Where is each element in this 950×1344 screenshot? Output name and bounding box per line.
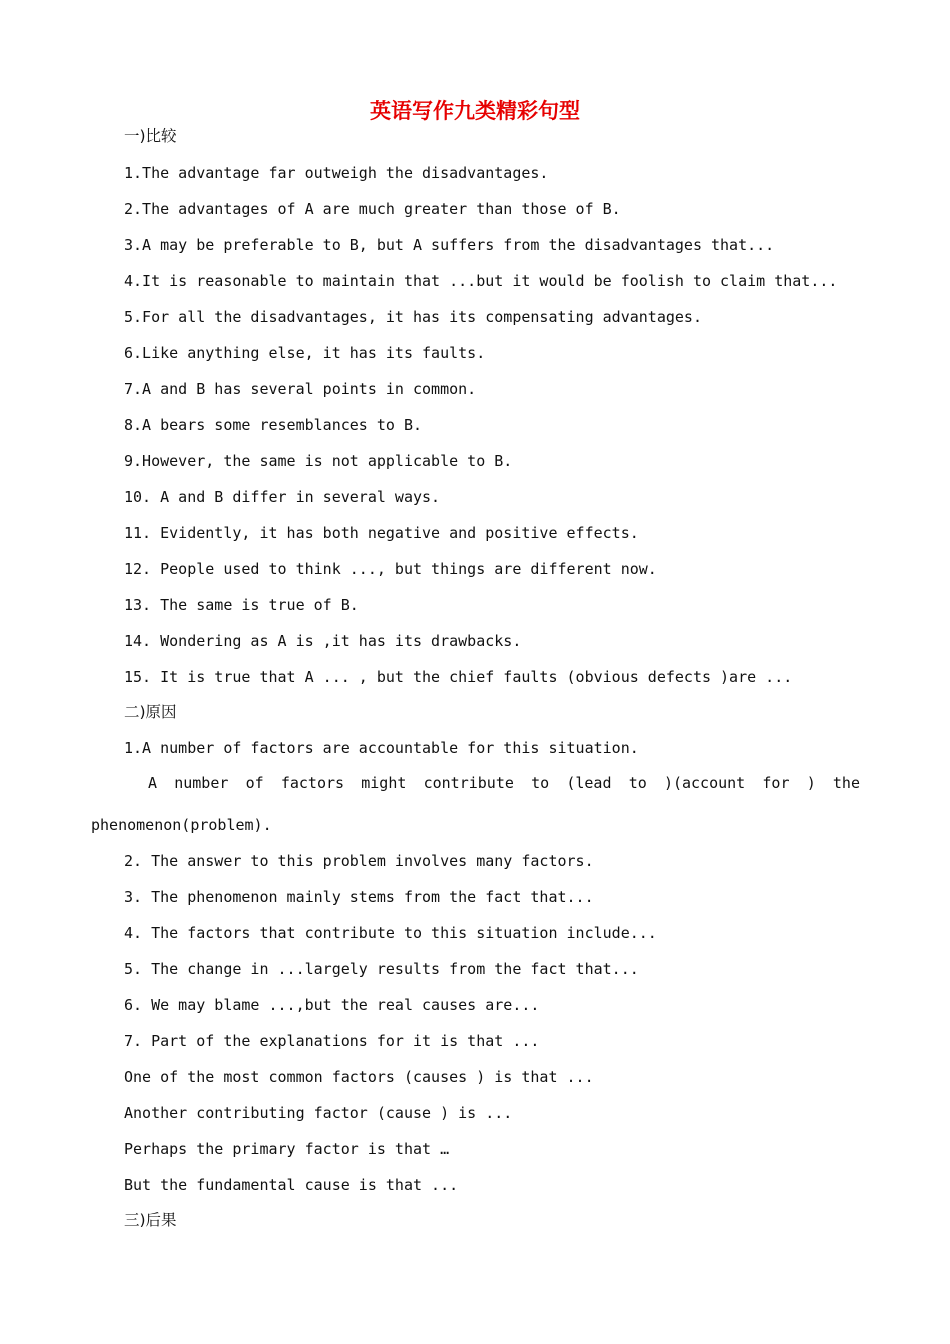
list-item: 9.However, the same is not applicable to B. <box>124 452 513 470</box>
list-item: 1.The advantage far outweigh the disadvantages. <box>124 164 549 182</box>
document-title: 英语写作九类精彩句型 <box>370 98 580 123</box>
list-item: But the fundamental cause is that ... <box>124 1176 459 1194</box>
word: the <box>832 774 860 792</box>
list-item: 4.It is reasonable to maintain that ...but it would be foolish to claim that... <box>124 272 838 290</box>
list-item: 1.A number of factors are accountable for this situation. <box>124 739 639 757</box>
word: A <box>148 774 158 792</box>
list-item: 6.Like anything else, it has its faults. <box>124 344 486 362</box>
word: (lead <box>566 774 612 792</box>
word: factors <box>280 774 345 792</box>
list-item: 6. We may blame ...,but the real causes are... <box>124 996 540 1014</box>
word: ) <box>806 774 816 792</box>
list-item: 5.For all the disadvantages, it has its compensating advantages. <box>124 308 702 326</box>
list-item: 2. The answer to this problem involves many factors. <box>124 852 594 870</box>
list-item: 13. The same is true of B. <box>124 596 359 614</box>
list-item: 2.The advantages of A are much greater than those of B. <box>124 200 621 218</box>
list-item: Perhaps the primary factor is that … <box>124 1140 450 1158</box>
section-heading-comparison: 一)比较 <box>124 127 177 145</box>
section-heading-consequences: 三)后果 <box>124 1211 177 1229</box>
list-item: 3. The phenomenon mainly stems from the fact that... <box>124 888 594 906</box>
list-item: 8.A bears some resemblances to B. <box>124 416 423 434</box>
list-item: 14. Wondering as A is ,it has its drawbacks. <box>124 632 522 650</box>
word: of <box>245 774 264 792</box>
word: number <box>174 774 229 792</box>
list-item: 12. People used to think ..., but things are different now. <box>124 560 657 578</box>
list-item: 15. It is true that A ... , but the chief faults (obvious defects )are ... <box>124 668 793 686</box>
list-item: 7.A and B has several points in common. <box>124 380 477 398</box>
word: might <box>361 774 407 792</box>
list-item: 7. Part of the explanations for it is that ... <box>124 1032 540 1050</box>
list-item-continuation: phenomenon(problem). <box>91 816 272 834</box>
word: to <box>531 774 550 792</box>
list-item: 3.A may be preferable to B, but A suffers from the disadvantages that... <box>124 236 775 254</box>
list-item: Another contributing factor (cause ) is ... <box>124 1104 513 1122</box>
list-item: 11. Evidently, it has both negative and positive effects. <box>124 524 639 542</box>
word: contribute <box>423 774 514 792</box>
justified-sentence-line <box>148 773 860 793</box>
section-heading-causes: 二)原因 <box>124 703 177 721</box>
list-item: One of the most common factors (causes ) is that ... <box>124 1068 594 1086</box>
list-item: 10. A and B differ in several ways. <box>124 488 441 506</box>
word: to <box>628 774 647 792</box>
list-item: 5. The change in ...largely results from the fact that... <box>124 960 639 978</box>
list-item: 4. The factors that contribute to this situation include... <box>124 924 657 942</box>
word: for <box>762 774 790 792</box>
word: )(account <box>663 774 746 792</box>
